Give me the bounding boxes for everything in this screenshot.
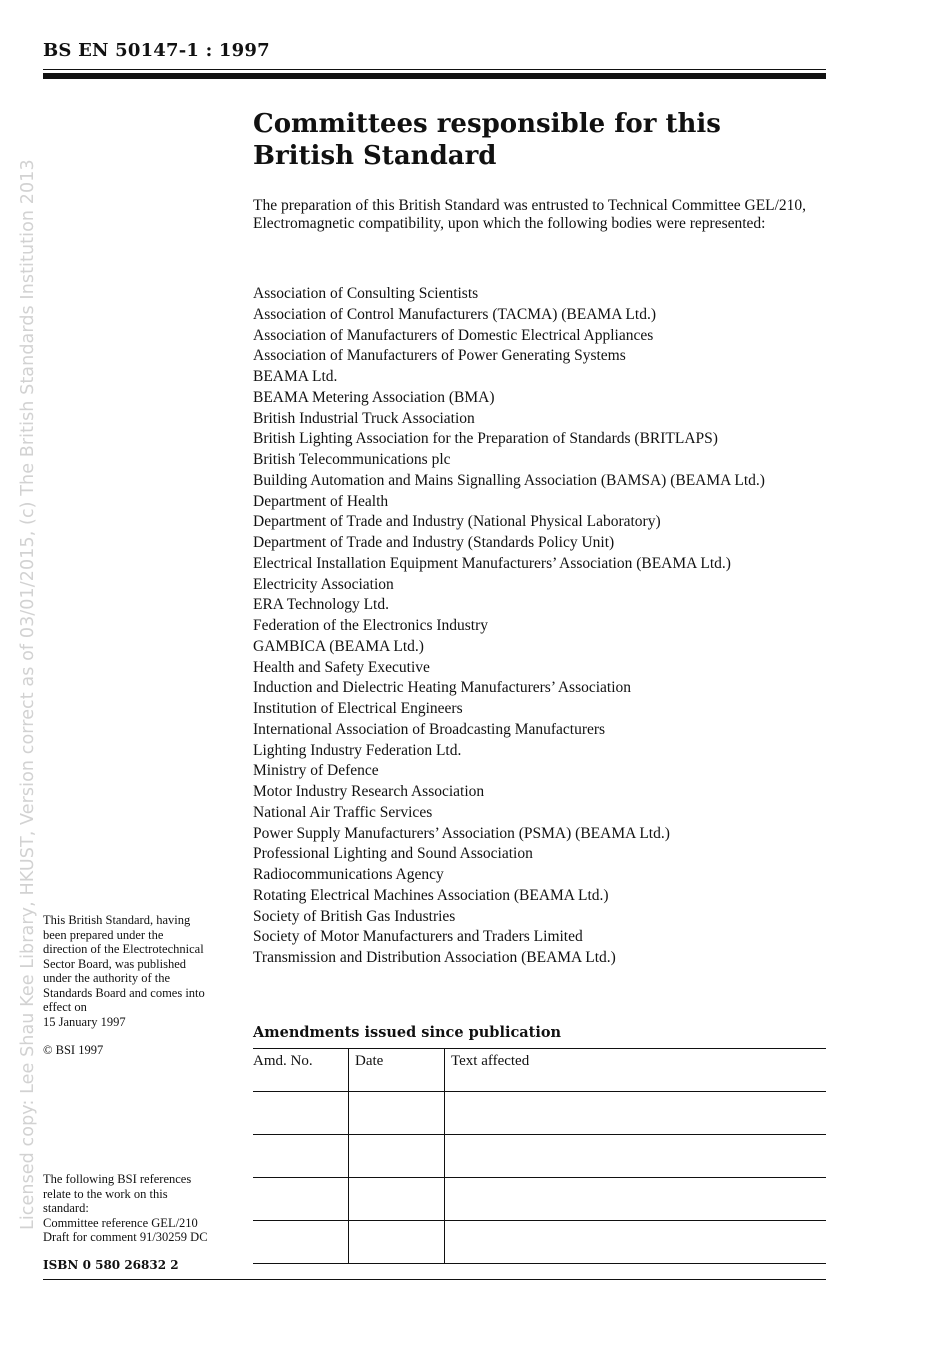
body-list-item: Association of Manufacturers of Power Generating Systems: [253, 347, 626, 365]
page-title-line-2: British Standard: [253, 141, 497, 171]
bsi-references-note: [43, 1172, 238, 1245]
amendment-cell: [253, 1092, 349, 1135]
publication-note-line: under the authority of the: [43, 971, 171, 985]
publication-note-line: been prepared under the: [43, 927, 164, 942]
represented-bodies-list: [253, 284, 828, 969]
body-list-item: British Lighting Association for the Preparation of Standards (BRITLAPS): [253, 430, 718, 448]
page-title: [253, 108, 813, 172]
publication-note-line: Standards Board and comes into: [43, 985, 205, 1000]
amendment-cell: [349, 1178, 445, 1221]
body-list-item: GAMBICA (BEAMA Ltd.): [253, 637, 424, 655]
copyright-note: © BSI 1997: [43, 1043, 104, 1057]
amendment-row: [253, 1221, 826, 1264]
amd-no-header: Amd. No.: [253, 1049, 349, 1092]
body-list-item: Transmission and Distribution Association (BEAMA Ltd.): [253, 949, 616, 966]
body-list-item: Federation of the Electronics Industry: [253, 617, 489, 634]
body-list-item: Institution of Electrical Engineers: [253, 700, 463, 717]
body-list-item: Department of Health: [253, 492, 389, 510]
body-list-item: Professional Lighting and Sound Association: [253, 845, 533, 863]
header-rule-thick: [43, 73, 826, 79]
amendment-row: [253, 1092, 826, 1135]
license-watermark: Licensed copy: Lee Shau Kee Library, HKUST, Version correct as of 03/01/2015, (c) The British Standards Institution 2013: [18, 159, 38, 1230]
publication-note-line: effect on: [43, 1000, 87, 1014]
body-list-item: Society of British Gas Industries: [253, 907, 456, 925]
body-list-item: Motor Industry Research Association: [253, 783, 485, 800]
body-list-item: International Association of Broadcasting Manufacturers: [253, 720, 606, 738]
body-list-item: Electricity Association: [253, 575, 394, 593]
body-list-item: British Telecommunications plc: [253, 451, 451, 468]
amendment-cell: [445, 1178, 827, 1221]
date-header: Date: [349, 1049, 445, 1092]
body-list-item: Radiocommunications Agency: [253, 866, 444, 883]
amendment-cell: [349, 1092, 445, 1135]
body-list-item: ERA Technology Ltd.: [253, 596, 389, 614]
body-list-item: Society of Motor Manufacturers and Traders Limited: [253, 928, 583, 946]
publication-note-line: This British Standard, having: [43, 913, 191, 927]
intro-paragraph: The preparation of this British Standard was entrusted to Technical Committee GEL/210, Electromagnetic compatibility, upon which the following bodies were represented:: [253, 197, 807, 232]
publication-note-line: Sector Board, was published: [43, 956, 187, 971]
amendments-table: [253, 1048, 826, 1264]
body-list-item: Association of Consulting Scientists: [253, 285, 479, 302]
amendment-row: [253, 1178, 826, 1221]
body-list-item: Department of Trade and Industry (National Physical Laboratory): [253, 513, 661, 531]
publication-note: [43, 913, 238, 1029]
amendment-cell: [349, 1135, 445, 1178]
body-list-item: Lighting Industry Federation Ltd.: [253, 741, 462, 759]
header-rule-thin: [43, 69, 826, 70]
body-list-item: BEAMA Ltd.: [253, 368, 338, 385]
body-list-item: Association of Manufacturers of Domestic Electrical Appliances: [253, 326, 654, 344]
amendment-cell: [349, 1221, 445, 1264]
bsi-references-line: standard:: [43, 1201, 89, 1215]
amendment-cell: [445, 1221, 827, 1264]
body-list-item: Health and Safety Executive: [253, 658, 430, 676]
amendments-header-row: [253, 1049, 826, 1092]
body-list-item: Ministry of Defence: [253, 762, 379, 780]
footer-rule: [43, 1279, 826, 1280]
bsi-references-line: The following BSI references: [43, 1172, 192, 1186]
page-title-line-1: Committees responsible for this: [253, 109, 721, 139]
amendment-cell: [445, 1135, 827, 1178]
bsi-references-line: Committee reference GEL/210: [43, 1215, 198, 1230]
body-list-item: BEAMA Metering Association (BMA): [253, 388, 495, 406]
amendment-row: [253, 1135, 826, 1178]
publication-note-line: 15 January 1997: [43, 1014, 126, 1029]
body-list-item: British Industrial Truck Association: [253, 409, 475, 427]
body-list-item: Association of Control Manufacturers (TACMA) (BEAMA Ltd.): [253, 305, 656, 323]
body-list-item: National Air Traffic Services: [253, 803, 433, 821]
body-list-item: Department of Trade and Industry (Standards Policy Unit): [253, 534, 615, 551]
isbn: ISBN 0 580 26832 2: [43, 1258, 179, 1272]
bsi-references-line: Draft for comment 91/30259 DC: [43, 1230, 208, 1244]
body-list-item: Building Automation and Mains Signalling Association (BAMSA) (BEAMA Ltd.): [253, 471, 765, 489]
text-affected-header: Text affected: [445, 1049, 827, 1092]
publication-note-line: direction of the Electrotechnical: [43, 942, 204, 956]
amendment-cell: [253, 1135, 349, 1178]
body-list-item: Induction and Dielectric Heating Manufacturers’ Association: [253, 679, 632, 697]
amendment-cell: [253, 1221, 349, 1264]
body-list-item: Electrical Installation Equipment Manufacturers’ Association (BEAMA Ltd.): [253, 554, 731, 572]
amendment-cell: [253, 1178, 349, 1221]
amendment-cell: [445, 1092, 827, 1135]
bsi-references-line: relate to the work on this: [43, 1186, 168, 1201]
body-list-item: Rotating Electrical Machines Association (BEAMA Ltd.): [253, 886, 609, 904]
standard-code: BS EN 50147-1 : 1997: [43, 40, 270, 61]
body-list-item: Power Supply Manufacturers’ Association (PSMA) (BEAMA Ltd.): [253, 824, 670, 842]
amendments-title: Amendments issued since publication: [253, 1024, 562, 1041]
